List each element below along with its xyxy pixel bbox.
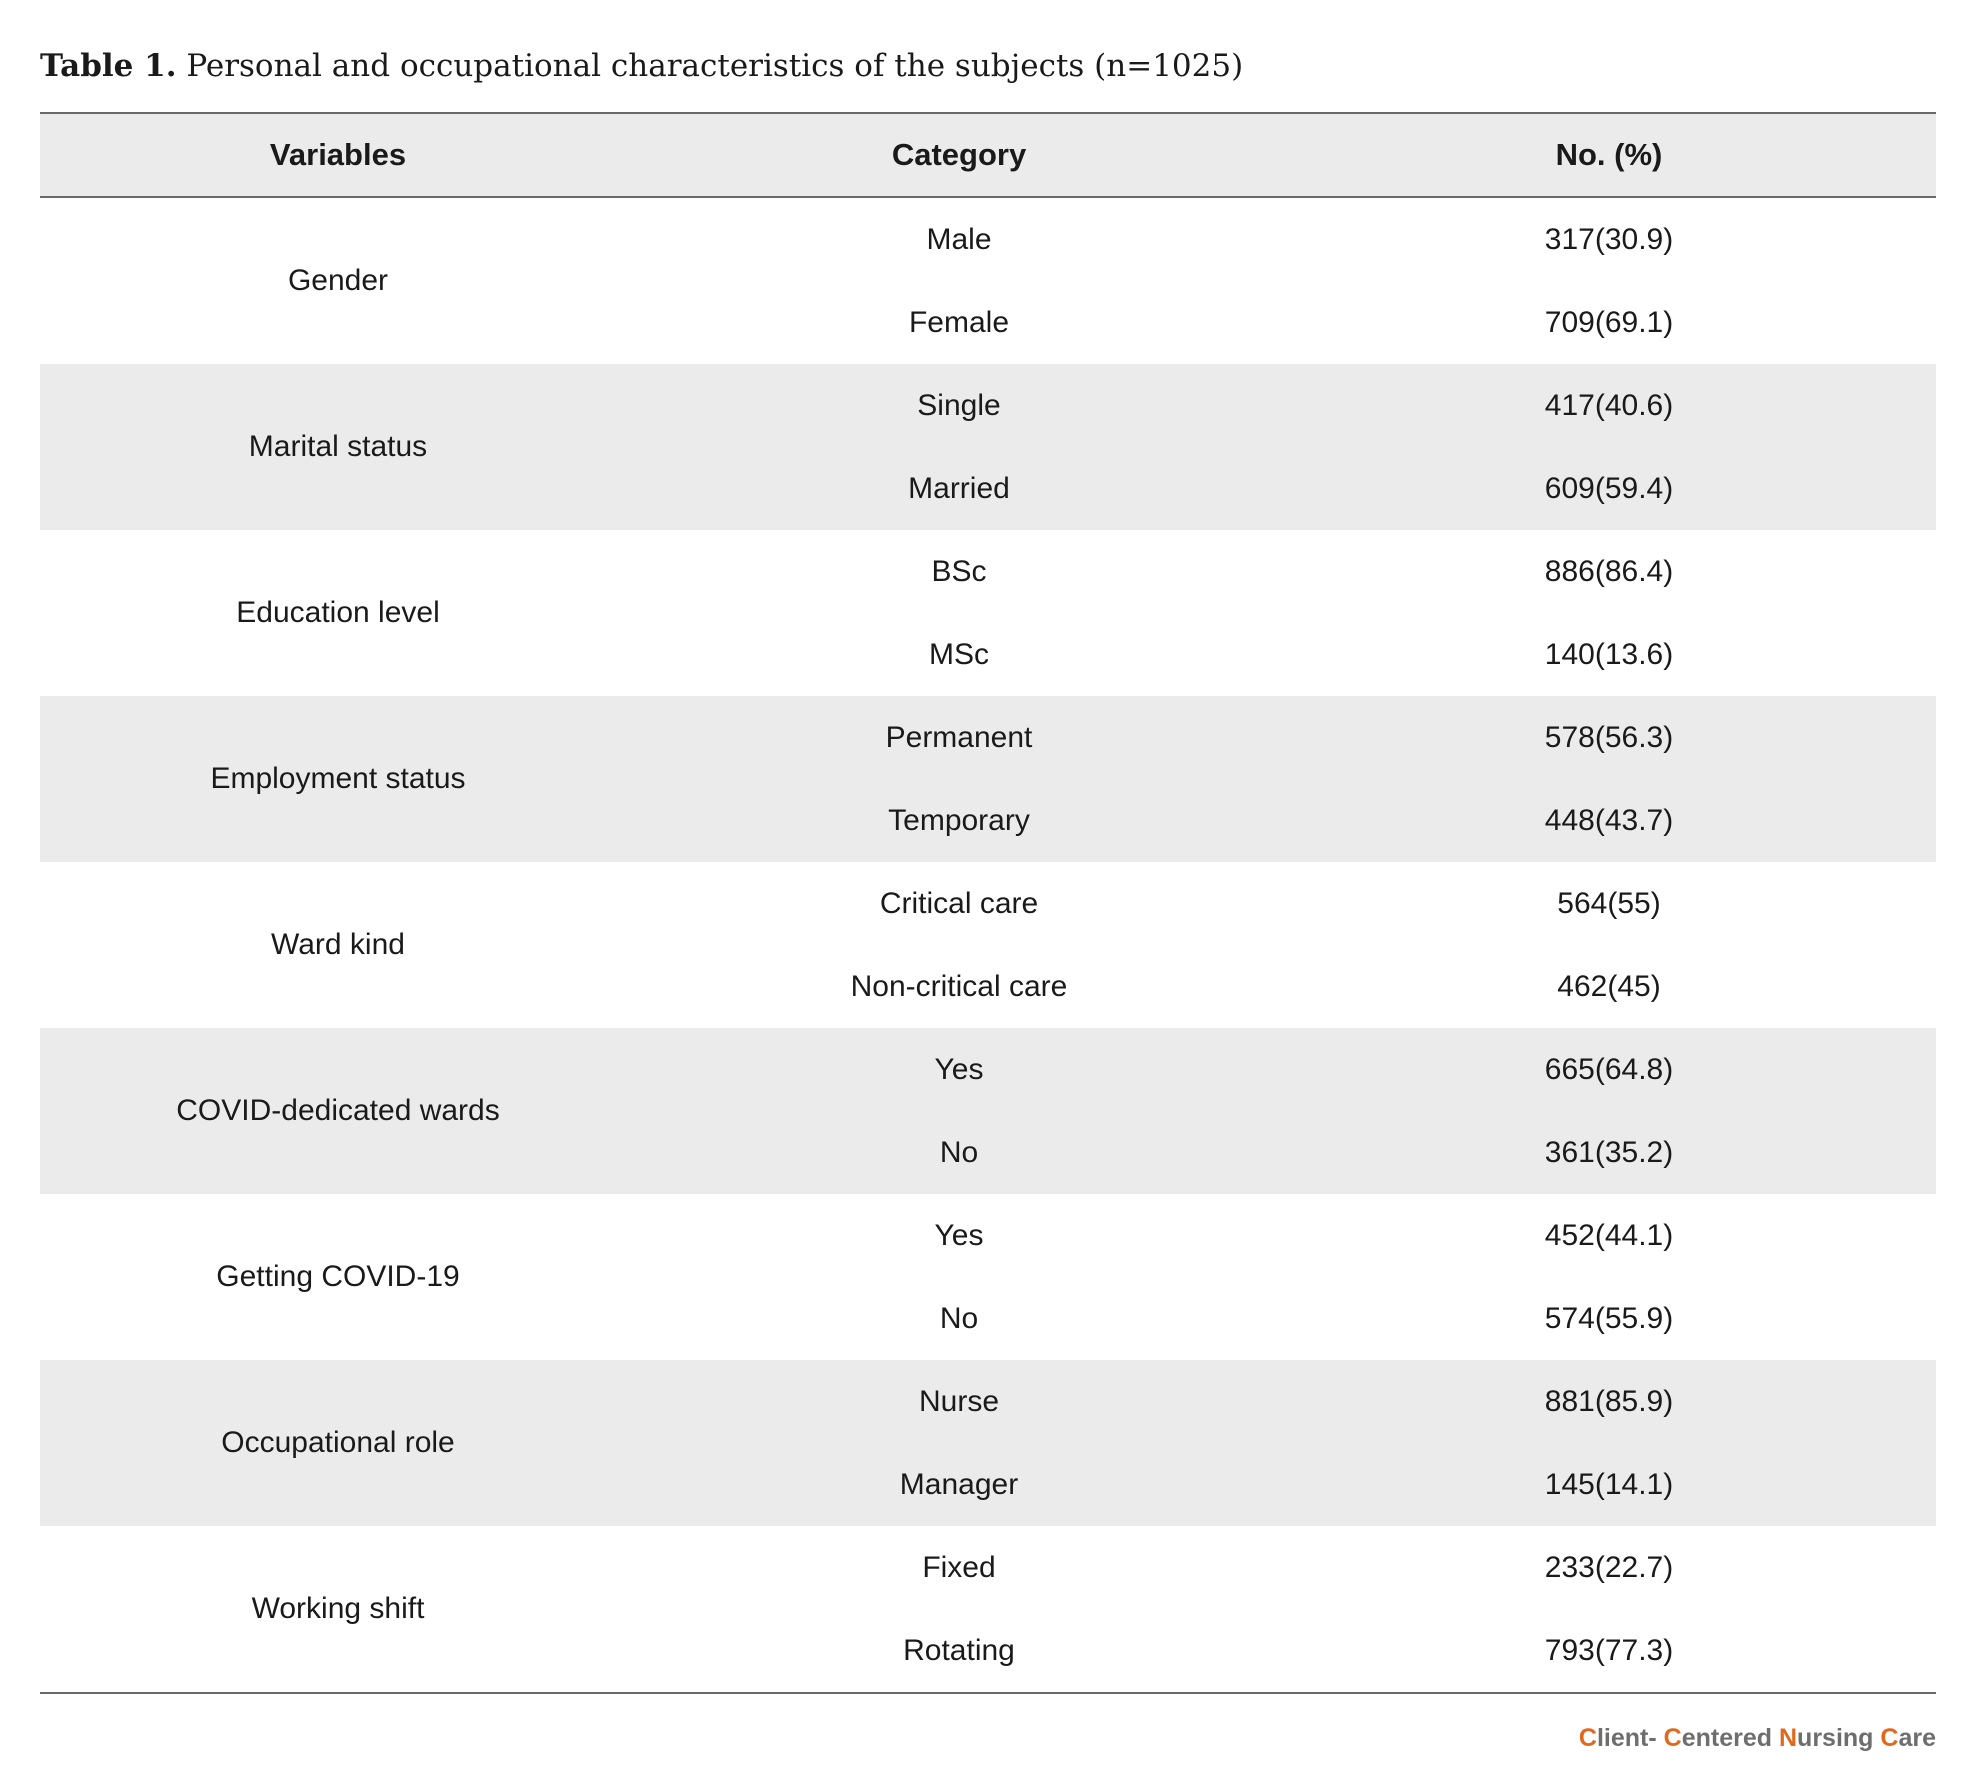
value-cell: 881(85.9) xyxy=(1544,1384,1674,1418)
brand-letter: C xyxy=(1578,1724,1597,1752)
value-cell: 709(69.1) xyxy=(1544,305,1674,339)
category-cell: BSc xyxy=(931,554,987,588)
variable-cell: Gender xyxy=(287,264,389,297)
variable-cell: Working shift xyxy=(251,1592,425,1625)
value-cell: 578(56.3) xyxy=(1544,720,1674,754)
category-cell: Yes xyxy=(934,1218,984,1252)
table-caption xyxy=(40,48,1243,84)
value-cell: 574(55.9) xyxy=(1544,1301,1674,1335)
category-cell: Male xyxy=(926,222,992,256)
row-group-education-level xyxy=(40,530,1936,696)
value-cell: 793(77.3) xyxy=(1544,1633,1674,1667)
value-cell: 448(43.7) xyxy=(1544,803,1674,837)
value-cell: 564(55) xyxy=(1557,886,1661,920)
row-group-working-shift xyxy=(40,1526,1936,1692)
variable-cell: Occupational role xyxy=(221,1426,455,1459)
row-group-occupational-role xyxy=(40,1360,1936,1526)
category-cell: No xyxy=(939,1301,979,1335)
caption-text: Personal and occupational characteristics of the subjects (n=1025) xyxy=(186,48,1244,84)
variable-cell: Getting COVID-19 xyxy=(216,1260,460,1293)
journal-brand xyxy=(1579,1724,1936,1753)
category-cell: Yes xyxy=(934,1052,984,1086)
row-group-employment-status xyxy=(40,696,1936,862)
category-cell: Critical care xyxy=(879,886,1039,920)
value-cell: 233(22.7) xyxy=(1544,1550,1674,1584)
category-cell: Single xyxy=(917,388,1001,422)
value-cell: 145(14.1) xyxy=(1544,1467,1674,1501)
brand-letter: C xyxy=(1880,1724,1899,1752)
variable-cell: Marital status xyxy=(248,430,428,463)
category-cell: No xyxy=(939,1135,979,1169)
row-group-getting-covid xyxy=(40,1194,1936,1360)
category-cell: Temporary xyxy=(888,803,1030,837)
header-count-percent: No. (%) xyxy=(1555,137,1663,172)
value-cell: 317(30.9) xyxy=(1544,222,1674,256)
brand-text: entered xyxy=(1681,1724,1779,1752)
header-variables: Variables xyxy=(269,137,407,172)
variable-cell: COVID-dedicated wards xyxy=(176,1094,500,1127)
value-cell: 452(44.1) xyxy=(1544,1218,1674,1252)
variable-cell: Employment status xyxy=(210,762,466,795)
value-cell: 361(35.2) xyxy=(1544,1135,1674,1169)
brand-text: are xyxy=(1898,1724,1936,1752)
brand-text: ursing xyxy=(1797,1724,1881,1752)
value-cell: 609(59.4) xyxy=(1544,471,1674,505)
value-cell: 886(86.4) xyxy=(1544,554,1674,588)
table-header xyxy=(40,114,1936,198)
value-cell: 140(13.6) xyxy=(1544,637,1674,671)
category-cell: MSc xyxy=(929,637,989,671)
variable-cell: Education level xyxy=(236,596,440,629)
category-cell: Rotating xyxy=(903,1633,1015,1667)
row-group-ward-kind xyxy=(40,862,1936,1028)
row-group-covid-dedicated-wards xyxy=(40,1028,1936,1194)
row-group-gender xyxy=(40,198,1936,364)
value-cell: 665(64.8) xyxy=(1544,1052,1674,1086)
variable-cell: Ward kind xyxy=(271,928,405,961)
row-group-marital-status xyxy=(40,364,1936,530)
category-cell: Non-critical care xyxy=(850,969,1068,1003)
category-cell: Permanent xyxy=(885,720,1033,754)
value-cell: 462(45) xyxy=(1557,969,1661,1003)
caption-label: Table 1. xyxy=(40,48,177,84)
category-cell: Nurse xyxy=(918,1384,1000,1418)
brand-letter: N xyxy=(1778,1724,1798,1752)
category-cell: Manager xyxy=(899,1467,1019,1501)
category-cell: Married xyxy=(908,471,1010,505)
category-cell: Fixed xyxy=(922,1550,996,1584)
category-cell: Female xyxy=(908,305,1010,339)
value-cell: 417(40.6) xyxy=(1544,388,1674,422)
brand-letter: C xyxy=(1663,1724,1682,1752)
characteristics-table xyxy=(40,112,1936,1694)
header-category: Category xyxy=(891,137,1027,172)
brand-text: lient- xyxy=(1596,1724,1664,1752)
